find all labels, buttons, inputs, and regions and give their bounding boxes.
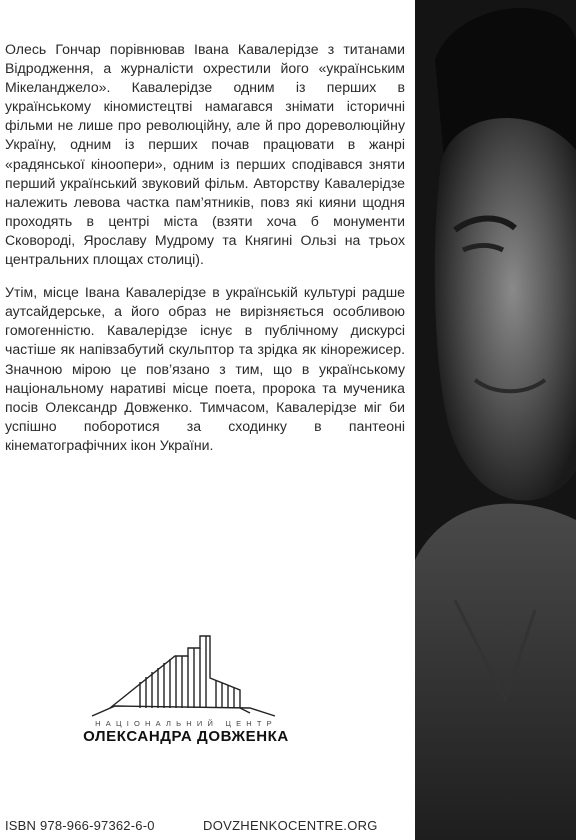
body-text: [5, 40, 405, 469]
portrait-silhouette-icon: [415, 0, 576, 840]
website-link[interactable]: DOVZHENKOCENTRE.ORG: [203, 818, 378, 833]
isbn: ISBN 978-966-97362-6-0: [5, 818, 155, 833]
logo-title: ОЛЕКСАНДРА ДОВЖЕНКА: [83, 728, 289, 745]
paragraph-2: Утім, місце Івана Кавалерідзе в українській культурі радше аутсайдерське, а його образ не вирізняється особливою гомогенністю. Кавалерідзе існує в публічному дискурсі частіше як напівзабутий скульптор та зрідка як кінорежисер. Значною мірою це пов’язано з тим, що в українському національному наративі місце поета, пророка та мученика посів Олександр Довженко. Тимчасом, Кавалерідзе міг би успішно поборотися за сходинку в пантеоні кінематографічних ікон України.: [5, 284, 405, 453]
portrait-photo: [415, 0, 576, 840]
logo-subtitle: НАЦІОНАЛЬНИЙ ЦЕНТР: [95, 719, 277, 728]
paragraph-1: Олесь Гончар порівнював Івана Кавалерідзе з титанами Відродження, а журналісти охрестили його «українським Мікеланджело». Кавалерідзе одним із перших в українському кіномистецтві намагався знімати історичні фільми не лише про революційну, але й про дореволюційну Україну, одним із перших почав працювати в жанрі «радянської кіноопери», одним із перших сподівався зняти перший український звуковий фільм. Авторству Кавалерідзе належить левова частка пам’ятників, повз які кияни щодня проходять в центрі міста (взяти хоча б монументи Сковороді, Ярославу Мудрому та Княгині Ользі на трьох центральних площах столиці).: [5, 41, 405, 268]
